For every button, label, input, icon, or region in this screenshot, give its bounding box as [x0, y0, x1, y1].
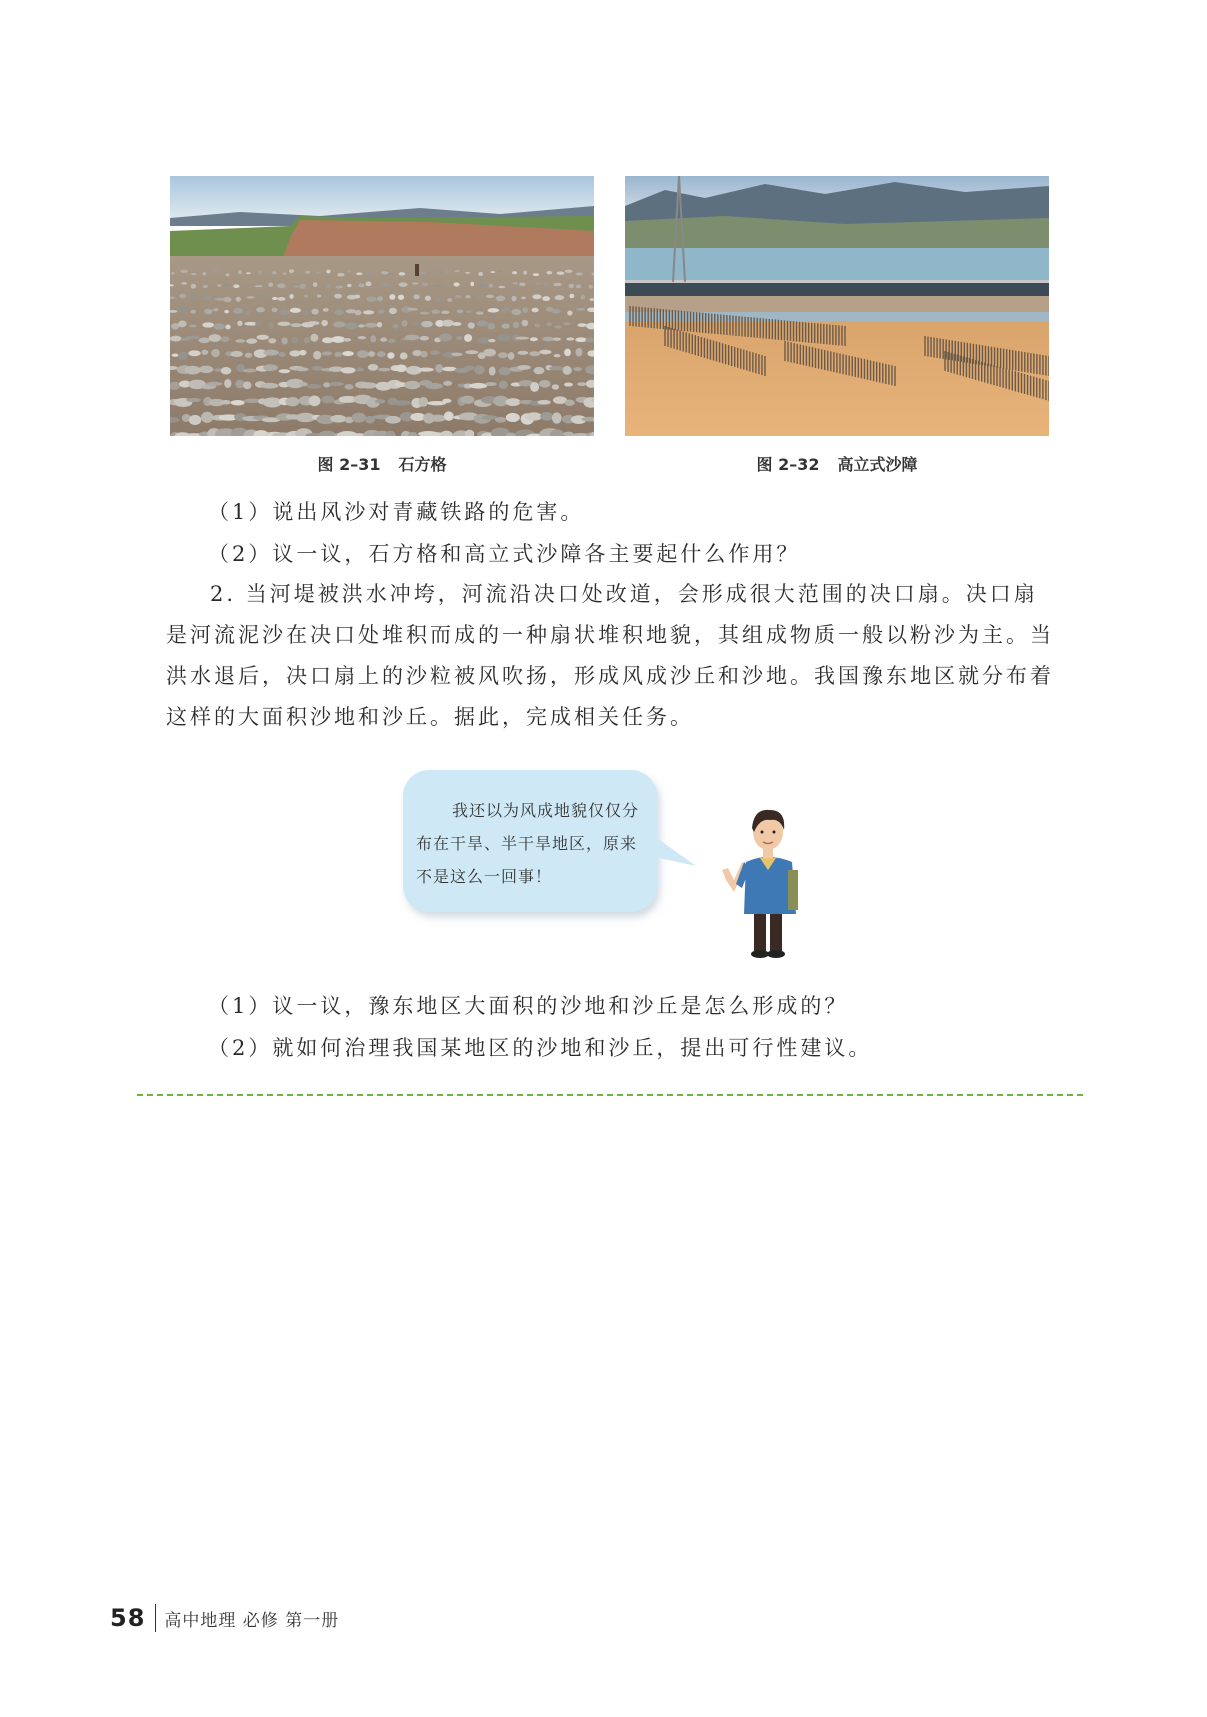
speech-text: 我还以为风成地貌仅仅分布在干旱、半干旱地区，原来不是这么一回事！: [416, 801, 640, 886]
figure-title: 石方格: [398, 455, 447, 474]
student-avatar: [716, 800, 816, 958]
high-sand-barrier-photo: [625, 176, 1049, 436]
question-2: （2）议一议，石方格和高立式沙障各主要起什么作用？: [208, 542, 801, 566]
stone-checkerboard-photo: [170, 176, 594, 436]
figure-number: 图 2–32: [756, 455, 820, 474]
page-footer: [110, 1603, 339, 1633]
question-3: （1）议一议，豫东地区大面积的沙地和沙丘是怎么形成的？: [208, 994, 849, 1018]
page-number: 58: [110, 1604, 146, 1632]
figure-title: 高立式沙障: [837, 455, 918, 474]
book-title: 高中地理 必修 第一册: [164, 1610, 340, 1631]
section-divider: [137, 1094, 1083, 1096]
figure-caption: [170, 452, 594, 475]
task-paragraph: 2. 当河堤被洪水冲垮，河流沿决口处改道，会形成很大范围的决口扇。决口扇是河流泥沙在决口处堆积而成的一种扇状堆积地貌，其组成物质一般以粉沙为主。当洪水退后，决口扇上的沙粒被风吹扬，形成风成沙丘和沙地。我国豫东地区就分布着这样的大面积沙地和沙丘。据此，完成相关任务。: [166, 582, 1054, 729]
figure-caption: [625, 452, 1049, 475]
speech-bubble-tail: [640, 826, 700, 876]
question-4: （2）就如何治理我国某地区的沙地和沙丘，提出可行性建议。: [208, 1036, 873, 1060]
figure-number: 图 2–31: [317, 455, 381, 474]
question-1: （1）说出风沙对青藏铁路的危害。: [208, 500, 585, 524]
footer-separator: [155, 1604, 156, 1632]
